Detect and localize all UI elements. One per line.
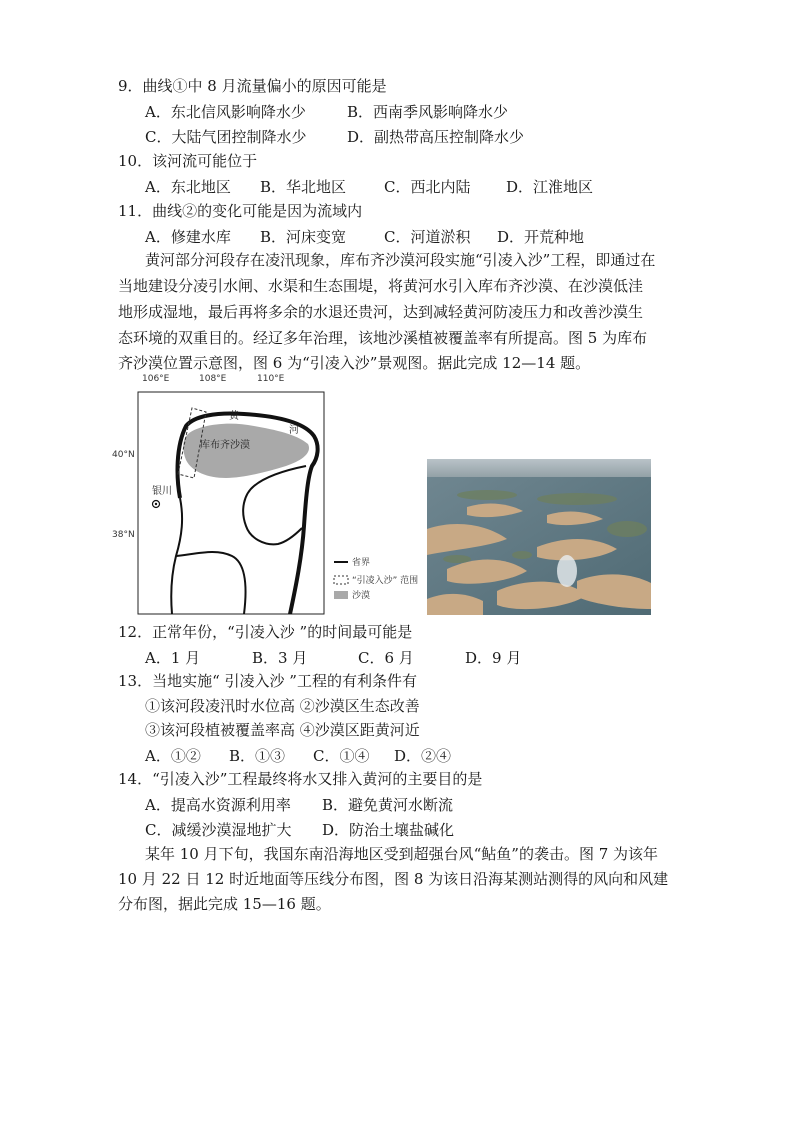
passage-line: 态环境的双重目的。经辽多年治理，该地沙溪植被覆盖率有所提高。图 5 为库布 — [118, 329, 648, 347]
lat-label-38: 38°N — [112, 530, 135, 540]
option-c: C．减缓沙漠湿地扩大 — [145, 821, 292, 839]
photo-sky — [427, 459, 651, 479]
option-a: A．提高水资源利用率 — [145, 796, 291, 814]
option-c: C．河道淤积 — [384, 228, 471, 246]
option-a: A．修建水库 — [145, 228, 231, 246]
option-b: B．河床变宽 — [260, 228, 347, 246]
option-b: B．①③ — [229, 747, 286, 765]
desert-label: 库布齐沙漠 — [200, 440, 250, 451]
question-10-stem: 10．该河流可能位于 — [118, 152, 258, 170]
option-d: D．开荒种地 — [497, 228, 585, 246]
city-label: 银川 — [152, 486, 172, 497]
passage-line: 10 月 22 日 12 时近地面等压线分布图，图 8 为该日沿海某测站测得的风向和风建 — [118, 870, 669, 888]
passage-line: 当地建设分凌引水闸、水渠和生态围堤，将黄河水引入库布齐沙漠、在沙漠低洼 — [118, 277, 644, 295]
option-a: A．①② — [145, 747, 201, 765]
lon-label-108: 108°E — [199, 374, 227, 384]
option-b: B．3 月 — [252, 649, 308, 667]
yinchuan-marker-dot — [155, 503, 157, 505]
lat-label-40: 40°N — [112, 450, 135, 460]
option-c: C．大陆气团控制降水少 — [145, 128, 307, 146]
option-d: D．防治土壤盐碱化 — [322, 821, 455, 839]
river-label-huang: 黄 — [229, 411, 239, 422]
option-c: C．①④ — [313, 747, 370, 765]
map-legend — [334, 556, 418, 601]
question-11-stem: 11．曲线②的变化可能是因为流域内 — [118, 202, 363, 220]
option-b: B．避免黄河水断流 — [322, 796, 454, 814]
legend-desert: 沙漠 — [352, 591, 371, 601]
question-13-stem: 13．当地实施“ 引凌入沙 ”工程的有利条件有 — [118, 672, 417, 690]
question-13-conditions-1: ①该河段凌汛时水位高 ②沙漠区生态改善 — [145, 697, 420, 715]
option-c: C．西北内陆 — [384, 178, 471, 196]
legend-boundary: 省界 — [352, 558, 371, 568]
option-a: A．1 月 — [145, 649, 201, 667]
passage-line: 地形成湿地，最后再将多余的水退还贵河，达到减轻黄河防凌压力和改善沙漠生 — [118, 303, 644, 321]
legend-range: “引凌入沙” 范围 — [352, 576, 419, 586]
option-b: B．华北地区 — [260, 178, 347, 196]
legend-swatch-range — [334, 576, 348, 584]
lon-label-106: 106°E — [142, 374, 170, 384]
kubuqi-location-map — [136, 386, 432, 616]
option-d: D．9 月 — [465, 649, 522, 667]
question-13-conditions-2: ③该河段植被覆盖率高 ④沙漠区距黄河近 — [145, 721, 420, 739]
yinling-landscape-photo — [427, 459, 651, 615]
question-12-stem: 12．正常年份，“引凌入沙 ”的时间最可能是 — [118, 623, 413, 641]
passage-line: 齐沙漠位置示意图，图 6 为“引凌入沙”景观图。据此完成 12—14 题。 — [118, 354, 591, 372]
passage-line: 分布图，据此完成 15—16 题。 — [118, 895, 331, 913]
passage-line: 黄河部分河段存在凌汛现象，库布齐沙漠河段实施“引凌入沙”工程，即通过在 — [145, 251, 656, 269]
photo-glare — [557, 555, 577, 587]
passage-line: 某年 10 月下旬，我国东南沿海地区受到超强台风“鲇鱼”的袭击。图 7 为该年 — [145, 845, 659, 863]
lon-label-110: 110°E — [257, 374, 285, 384]
option-d: D．②④ — [394, 747, 452, 765]
option-d: D．江淮地区 — [506, 178, 594, 196]
option-c: C．6 月 — [358, 649, 414, 667]
option-b: B．西南季风影响降水少 — [347, 103, 509, 121]
river-label-he: 河 — [289, 425, 299, 436]
option-a: A．东北信风影响降水少 — [145, 103, 306, 121]
option-d: D．副热带高压控制降水少 — [347, 128, 525, 146]
question-9-stem: 9．曲线①中 8 月流量偏小的原因可能是 — [118, 77, 387, 95]
legend-swatch-desert — [334, 591, 348, 599]
question-14-stem: 14．“引凌入沙”工程最终将水又排入黄河的主要目的是 — [118, 770, 483, 788]
option-a: A．东北地区 — [145, 178, 231, 196]
